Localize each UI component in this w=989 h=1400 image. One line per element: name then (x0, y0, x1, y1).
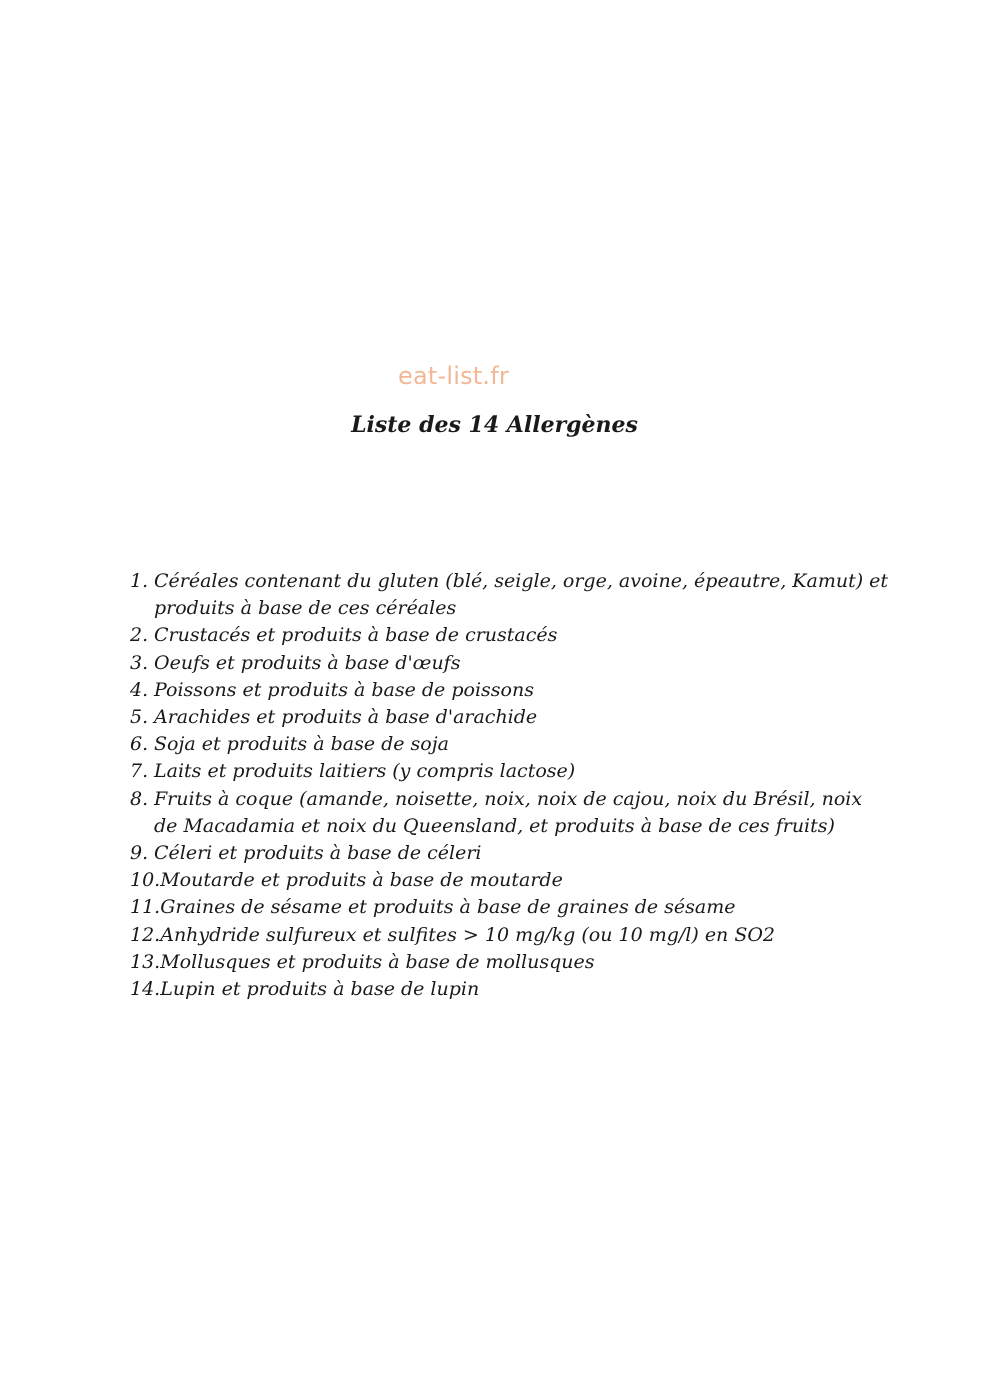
list-item-number: 6. (130, 733, 149, 756)
list-item (130, 622, 890, 649)
list-item-number: 7. (130, 760, 149, 783)
watermark-text: eat-list.fr (398, 362, 509, 390)
list-item-number: 14. (130, 978, 161, 1001)
list-item-text: Crustacés et produits à base de crustacés (154, 624, 558, 647)
list-item (130, 867, 890, 894)
list-item-number: 11. (130, 896, 161, 919)
list-item (130, 922, 890, 949)
list-item (130, 894, 890, 921)
list-item (130, 786, 890, 840)
list-item-text: Fruits à coque (amande, noisette, noix, noix de cajou, noix du Brésil, noix de Macadamia et noix du Queensland, et produits à base de ces fruits) (154, 787, 863, 837)
list-item (130, 677, 890, 704)
list-item-text: Laits et produits laitiers (y compris lactose) (154, 760, 576, 783)
list-item-number: 3. (130, 651, 149, 674)
list-item-text: Moutarde et produits à base de moutarde (160, 869, 563, 892)
list-item-text: Lupin et produits à base de lupin (160, 978, 480, 1001)
list-item (130, 976, 890, 1003)
list-item-text: Arachides et produits à base d'arachide (154, 706, 538, 729)
list-item-text: Poissons et produits à base de poissons (154, 678, 534, 701)
list-item-text: Céréales contenant du gluten (blé, seigle, orge, avoine, épeautre, Kamut) et produits à base de ces céréales (154, 570, 889, 620)
list-item (130, 731, 890, 758)
list-item-number: 13. (130, 950, 161, 973)
list-item-number: 1. (130, 570, 149, 592)
list-item (130, 949, 890, 976)
list-item-text: Céleri et produits à base de céleri (154, 842, 482, 865)
list-item-text: Graines de sésame et produits à base de graines de sésame (160, 896, 736, 919)
list-item (130, 568, 890, 622)
list-item-text: Oeufs et produits à base d'œufs (154, 651, 461, 674)
list-item-number: 12. (130, 923, 161, 946)
page-title: Liste des 14 Allergènes (351, 412, 638, 438)
list-item (130, 704, 890, 731)
list-item-text: Soja et produits à base de soja (154, 733, 449, 756)
list-item-number: 4. (130, 678, 149, 701)
list-item-number: 2. (130, 624, 149, 647)
list-item-number: 5. (130, 706, 149, 729)
list-item-number: 10. (130, 869, 161, 892)
list-item-text: Anhydride sulfureux et sulfites > 10 mg/kg (ou 10 mg/l) en SO2 (160, 923, 776, 946)
list-item-number: 9. (130, 842, 149, 865)
list-item-text: Mollusques et produits à base de mollusques (160, 950, 595, 973)
list-item (130, 840, 890, 867)
list-item (130, 650, 890, 677)
list-item (130, 758, 890, 785)
list-item-number: 8. (130, 787, 149, 810)
allergen-list (130, 568, 890, 1003)
